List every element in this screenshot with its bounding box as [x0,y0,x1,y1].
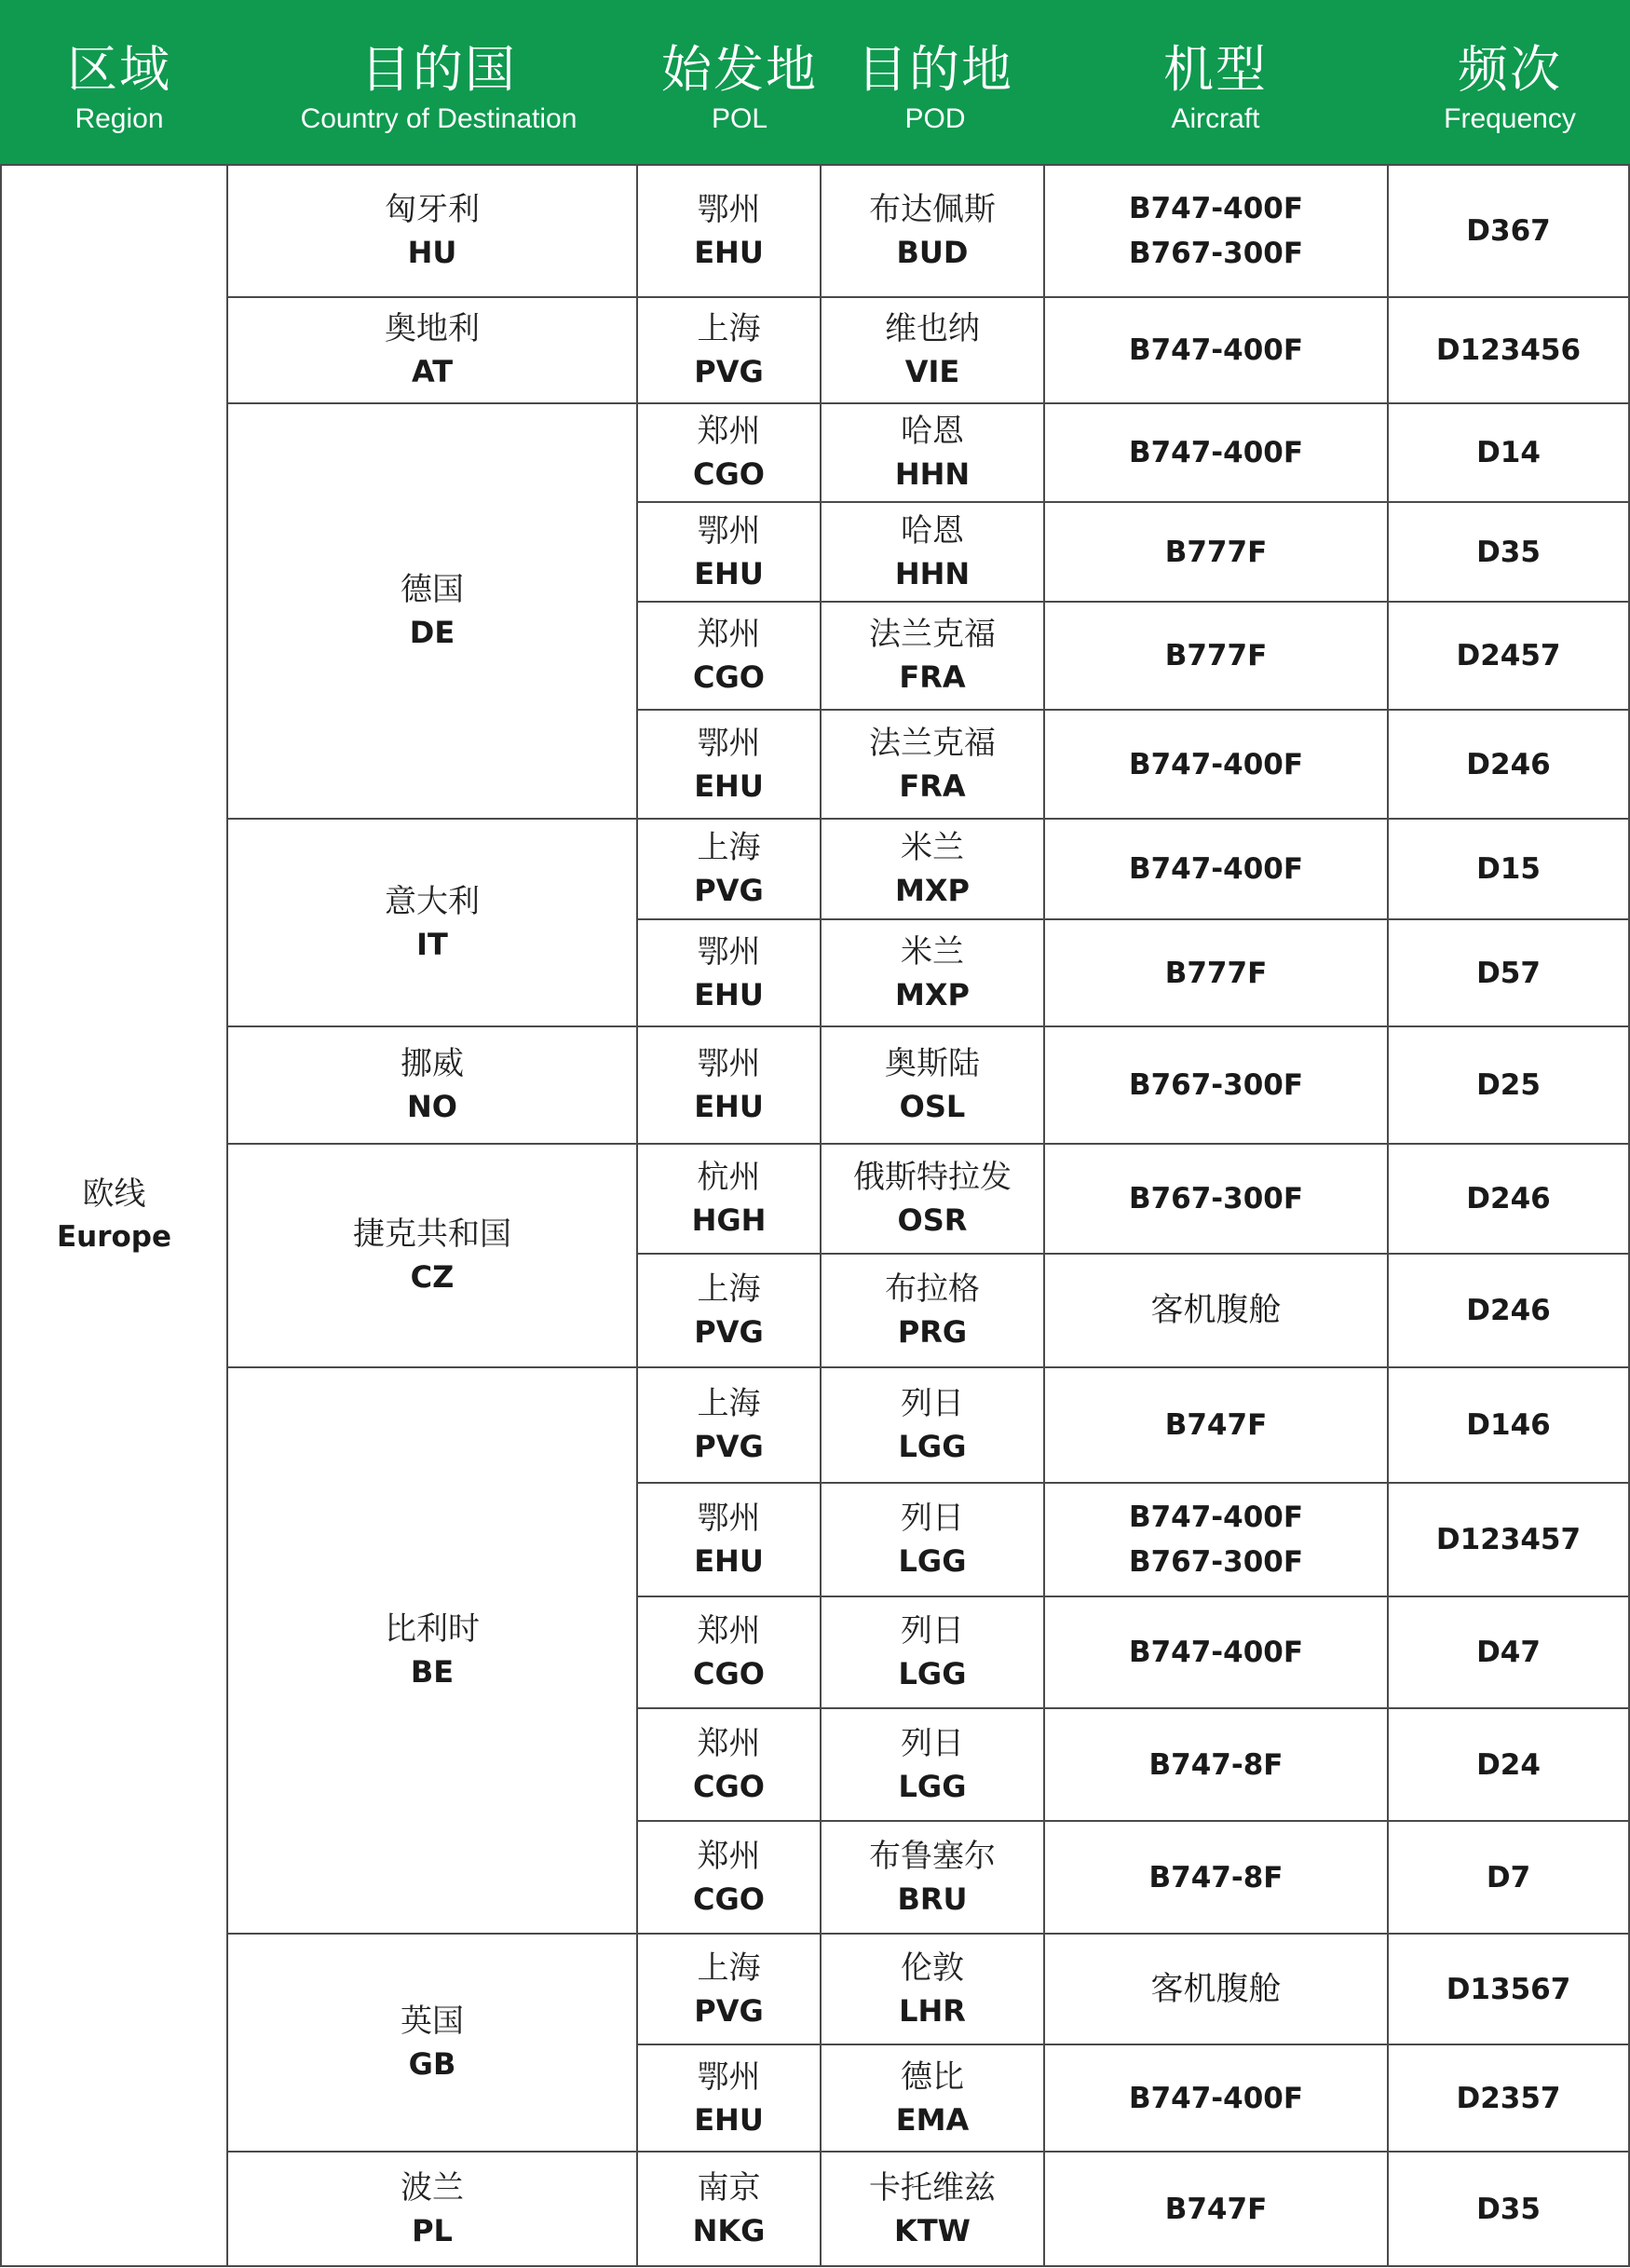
frequency-value: D57 [1476,956,1541,990]
pol-code: HGH [691,1202,767,1238]
pod-cell [821,297,1044,403]
frequency-value: D14 [1476,436,1541,469]
header-country-en: Country of Destination [300,103,577,134]
header-pod-zh: 目的地 [857,40,1013,99]
country-code: NO [407,1089,457,1124]
pol-code: EHU [694,1543,764,1579]
aircraft-type: B767-300F [1128,1545,1304,1579]
pol-zh: 上海 [697,1949,761,1987]
country-code: GB [408,2046,456,2082]
frequency-value: D35 [1476,535,1541,569]
aircraft-cell [1044,1708,1388,1821]
aircraft-cell [1044,1821,1388,1934]
frequency-cell [1388,1708,1629,1821]
pod-zh: 米兰 [901,829,964,866]
pod-code: BUD [896,235,969,270]
country-code: PL [412,2212,453,2248]
pol-zh: 上海 [697,310,761,347]
aircraft-cell [1044,1367,1388,1483]
pod-zh: 卡托维兹 [869,2168,996,2207]
pol-cell [637,502,821,602]
frequency-value: D2357 [1456,2081,1561,2115]
pol-zh: 鄂州 [697,191,761,228]
country-zh: 意大利 [385,882,480,920]
pod-zh: 布鲁塞尔 [869,1837,996,1875]
pod-zh: 布达佩斯 [869,191,996,228]
pod-zh: 列日 [901,1500,964,1537]
aircraft-cell [1044,1144,1388,1254]
pol-cell [637,1934,821,2044]
pod-code: OSL [899,1089,966,1124]
aircraft-cell [1044,165,1388,297]
pol-zh: 郑州 [697,616,761,653]
frequency-cell [1388,2152,1629,2266]
aircraft-cell [1044,602,1388,710]
pol-zh: 郑州 [697,413,761,450]
pod-cell [821,1026,1044,1144]
frequency-cell [1388,819,1629,919]
pod-cell [821,1144,1044,1254]
frequency-cell [1388,1596,1629,1708]
aircraft-cell [1044,1596,1388,1708]
country-zh: 波兰 [401,2168,464,2207]
aircraft-type: 客机腹舱 [1150,1970,1282,2008]
aircraft-cell [1044,2152,1388,2266]
aircraft-cell [1044,297,1388,403]
country-zh: 奥地利 [385,310,480,347]
header-frequency [1390,0,1630,164]
pol-cell [637,1367,821,1483]
pol-cell [637,1821,821,1934]
pol-cell [637,1596,821,1708]
pod-code: KTW [894,2212,971,2248]
pol-zh: 上海 [697,1385,761,1422]
pod-cell [821,919,1044,1026]
pod-code: EMA [895,2101,970,2138]
pol-code: EHU [694,235,764,270]
frequency-value: D246 [1466,747,1551,781]
aircraft-type: B747F [1164,1408,1268,1442]
pol-code: CGO [693,659,765,695]
pod-cell [821,165,1044,297]
aircraft-cell [1044,710,1388,819]
pod-code: LGG [898,1768,967,1804]
frequency-cell [1388,502,1629,602]
aircraft-cell [1044,919,1388,1026]
pod-code: OSR [897,1202,968,1238]
aircraft-type: B747-400F [1128,2081,1304,2115]
pod-code: BRU [897,1881,968,1917]
pod-zh: 俄斯特拉发 [853,1159,1012,1196]
pol-code: EHU [694,555,764,591]
aircraft-cell [1044,1026,1388,1144]
country-code: CZ [410,1259,455,1295]
pod-code: MXP [895,976,970,1012]
country-cell [227,1934,637,2152]
pol-code: PVG [694,1314,764,1350]
pod-cell [821,819,1044,919]
pod-cell [821,1596,1044,1708]
pod-code: LGG [898,1543,967,1579]
pol-cell [637,2152,821,2266]
pol-zh: 南京 [697,2168,761,2207]
header-pol [639,0,840,164]
pol-cell [637,1144,821,1254]
aircraft-type: B777F [1164,639,1268,672]
pol-zh: 郑州 [697,1837,761,1875]
pod-cell [821,1708,1044,1821]
pod-cell [821,602,1044,710]
frequency-cell [1388,710,1629,819]
pod-code: VIE [904,354,960,389]
aircraft-type: B747-400F [1128,852,1304,886]
frequency-value: D7 [1486,1860,1531,1895]
pod-zh: 哈恩 [901,413,964,450]
header-aircraft-zh: 机型 [1163,40,1268,99]
pol-code: PVG [694,873,764,908]
aircraft-cell [1044,2044,1388,2152]
table-row [1,403,1629,502]
table-row [1,1367,1629,1483]
pod-zh: 伦敦 [901,1949,964,1987]
pod-code: MXP [895,873,970,908]
frequency-cell [1388,1821,1629,1934]
pol-cell [637,1483,821,1596]
frequency-cell [1388,1483,1629,1596]
pol-code: EHU [694,976,764,1012]
pol-code: CGO [693,1881,765,1917]
pol-cell [637,1708,821,1821]
table-row [1,1026,1629,1144]
pol-code: CGO [693,1656,765,1691]
region-en: Europe [56,1220,172,1254]
frequency-cell [1388,165,1629,297]
frequency-cell [1388,297,1629,403]
pod-zh: 法兰克福 [869,616,996,653]
pol-code: PVG [694,1429,764,1464]
pol-code: PVG [694,354,764,389]
frequency-cell [1388,403,1629,502]
pod-zh: 列日 [901,1612,964,1650]
aircraft-type: B777F [1164,956,1268,990]
pod-code: HHN [894,456,971,492]
aircraft-cell [1044,1483,1388,1596]
aircraft-type: B747-400F [1128,1636,1304,1669]
aircraft-type: B767-300F [1128,1068,1304,1102]
frequency-value: D246 [1466,1294,1551,1327]
table-header [0,0,1630,164]
table-row [1,1144,1629,1254]
aircraft-cell [1044,502,1388,602]
pol-cell [637,1026,821,1144]
table-row [1,165,1629,297]
aircraft-type: B747-8F [1148,1860,1284,1895]
country-code: HU [407,235,457,270]
frequency-cell [1388,602,1629,710]
pod-code: FRA [899,767,966,804]
header-pod-en: POD [904,103,966,134]
country-zh: 匈牙利 [385,191,480,228]
pod-zh: 哈恩 [901,511,964,550]
frequency-cell [1388,1367,1629,1483]
header-frequency-zh: 频次 [1458,40,1562,99]
frequency-cell [1388,1144,1629,1254]
pol-code: CGO [693,456,765,492]
pod-zh: 奥斯陆 [885,1045,980,1082]
pod-cell [821,710,1044,819]
aircraft-type: B747-8F [1148,1747,1284,1782]
country-zh: 英国 [401,2003,464,2040]
country-zh: 捷克共和国 [353,1215,511,1253]
pol-code: EHU [694,767,764,804]
header-aircraft-en: Aircraft [1171,103,1260,134]
pol-zh: 上海 [697,1270,761,1308]
country-code: DE [409,615,455,650]
header-aircraft [1041,0,1390,164]
aircraft-type: B747-400F [1128,1501,1304,1534]
pol-cell [637,297,821,403]
pod-code: HHN [894,555,971,591]
country-code: IT [416,926,448,962]
header-frequency-en: Frequency [1444,103,1576,134]
pol-zh: 杭州 [697,1159,761,1196]
frequency-cell [1388,919,1629,1026]
pol-code: EHU [694,1089,764,1124]
pol-zh: 上海 [697,829,761,866]
pod-cell [821,1367,1044,1483]
country-zh: 德国 [401,571,464,608]
aircraft-type: B747-400F [1128,747,1304,781]
frequency-value: D2457 [1456,639,1561,672]
header-pol-zh: 始发地 [661,40,818,99]
frequency-cell [1388,2044,1629,2152]
route-table-body [1,165,1629,2266]
frequency-value: D47 [1476,1636,1541,1669]
header-country [238,0,639,164]
frequency-value: D15 [1476,852,1541,886]
pod-cell [821,2044,1044,2152]
aircraft-cell [1044,1254,1388,1367]
header-country-zh: 目的国 [360,40,517,99]
pod-zh: 列日 [901,1724,964,1762]
table-row [1,2152,1629,2266]
pod-cell [821,1483,1044,1596]
country-cell [227,1367,637,1934]
pod-zh: 维也纳 [885,310,980,347]
region-zh: 欧线 [82,1175,146,1213]
country-cell [227,2152,637,2266]
pod-cell [821,502,1044,602]
country-cell [227,1026,637,1144]
region-cell [1,165,227,2266]
table-row [1,819,1629,919]
pol-zh: 郑州 [697,1612,761,1650]
country-cell [227,1144,637,1367]
pod-cell [821,1934,1044,2044]
pol-zh: 鄂州 [697,511,761,550]
pod-cell [821,2152,1044,2266]
pod-zh: 列日 [901,1385,964,1422]
pod-cell [821,1254,1044,1367]
pod-code: LGG [898,1656,967,1691]
frequency-cell [1388,1026,1629,1144]
header-region [0,0,238,164]
frequency-value: D35 [1476,2192,1541,2226]
pol-cell [637,919,821,1026]
country-zh: 比利时 [385,1610,480,1648]
frequency-value: D367 [1466,214,1551,248]
aircraft-type: 客机腹舱 [1150,1292,1282,1329]
pod-zh: 德比 [901,2057,964,2096]
pod-zh: 布拉格 [885,1270,980,1308]
frequency-cell [1388,1254,1629,1367]
pol-zh: 郑州 [697,1724,761,1762]
pol-zh: 鄂州 [697,1045,761,1082]
pol-cell [637,819,821,919]
pod-code: PRG [897,1314,968,1350]
country-cell [227,403,637,819]
frequency-value: D123456 [1435,333,1582,367]
route-table [0,164,1630,2267]
table-row [1,297,1629,403]
aircraft-type: B777F [1164,535,1268,569]
pod-code: LGG [898,1429,967,1464]
header-region-zh: 区域 [67,40,171,99]
aircraft-cell [1044,1934,1388,2044]
country-code: BE [410,1654,455,1690]
pol-cell [637,2044,821,2152]
pol-cell [637,165,821,297]
pol-code: CGO [693,1768,765,1804]
frequency-value: D13567 [1446,1972,1571,2006]
pol-cell [637,1254,821,1367]
aircraft-type: B747-400F [1128,436,1304,469]
table-row [1,1934,1629,2044]
pod-code: LHR [899,1992,966,2029]
pol-code: PVG [694,1992,764,2029]
frequency-cell [1388,1934,1629,2044]
pol-zh: 鄂州 [697,1500,761,1537]
country-zh: 挪威 [401,1045,464,1082]
aircraft-cell [1044,403,1388,502]
frequency-value: D146 [1466,1408,1551,1442]
pol-cell [637,602,821,710]
pod-zh: 法兰克福 [869,724,996,762]
pod-cell [821,403,1044,502]
pol-zh: 鄂州 [697,932,761,971]
pol-code: NKG [692,2212,766,2248]
frequency-value: D24 [1476,1747,1541,1782]
pod-zh: 米兰 [901,932,964,971]
country-cell [227,297,637,403]
aircraft-type: B767-300F [1128,237,1304,270]
pod-cell [821,1821,1044,1934]
frequency-value: D25 [1476,1068,1541,1102]
pod-code: FRA [899,659,966,695]
aircraft-type: B747F [1164,2192,1268,2226]
aircraft-type: B747-400F [1128,333,1304,367]
pol-code: EHU [694,2101,764,2138]
aircraft-type: B767-300F [1128,1182,1304,1215]
country-code: AT [411,354,454,389]
pol-cell [637,710,821,819]
header-pol-en: POL [711,103,768,134]
frequency-value: D123457 [1435,1523,1582,1556]
aircraft-cell [1044,819,1388,919]
header-pod [840,0,1030,164]
frequency-value: D246 [1466,1182,1551,1215]
aircraft-type: B747-400F [1128,192,1304,225]
pol-cell [637,403,821,502]
country-cell [227,165,637,297]
header-region-en: Region [75,103,164,134]
pol-zh: 鄂州 [697,2057,761,2096]
pol-zh: 鄂州 [697,724,761,762]
country-cell [227,819,637,1026]
